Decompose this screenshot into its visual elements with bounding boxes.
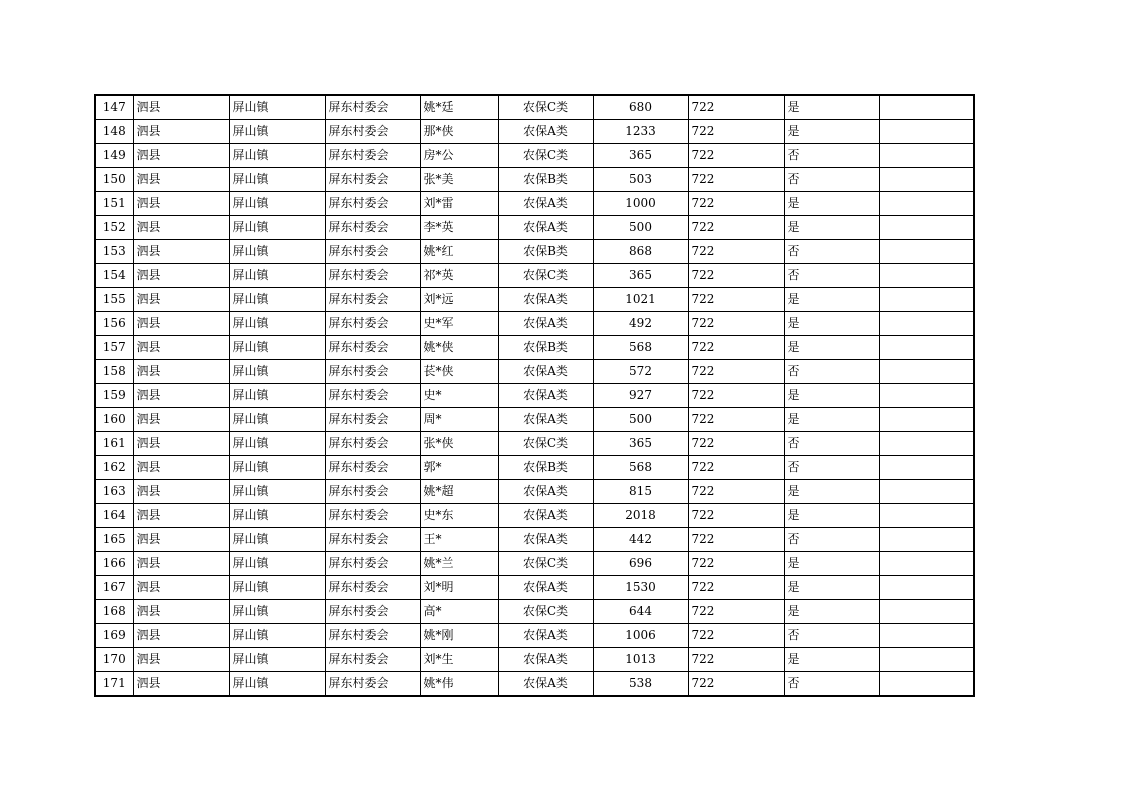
cell-remark [879, 336, 974, 360]
cell-amount: 572 [593, 360, 688, 384]
cell-county: 泗县 [133, 192, 229, 216]
cell-flag: 是 [784, 384, 879, 408]
cell-village-committee: 屏东村委会 [325, 216, 420, 240]
table-row [95, 240, 974, 264]
cell-county: 泗县 [133, 648, 229, 672]
cell-amount: 1530 [593, 576, 688, 600]
cell-town: 屏山镇 [229, 336, 325, 360]
table-row [95, 144, 974, 168]
cell-county: 泗县 [133, 552, 229, 576]
cell-standard: 722 [688, 576, 784, 600]
cell-flag: 是 [784, 312, 879, 336]
table-row [95, 264, 974, 288]
table-row [95, 95, 974, 120]
cell-village-committee: 屏东村委会 [325, 360, 420, 384]
cell-remark [879, 216, 974, 240]
cell-insurance-type: 农保A类 [498, 408, 593, 432]
table-row [95, 384, 974, 408]
cell-remark [879, 480, 974, 504]
table-row [95, 456, 974, 480]
cell-remark [879, 144, 974, 168]
cell-remark [879, 528, 974, 552]
cell-amount: 1013 [593, 648, 688, 672]
cell-flag: 是 [784, 648, 879, 672]
cell-amount: 815 [593, 480, 688, 504]
cell-insurance-type: 农保C类 [498, 552, 593, 576]
cell-row-number: 151 [95, 192, 133, 216]
cell-amount: 1233 [593, 120, 688, 144]
cell-insurance-type: 农保A类 [498, 360, 593, 384]
cell-row-number: 152 [95, 216, 133, 240]
cell-town: 屏山镇 [229, 672, 325, 697]
table-row [95, 336, 974, 360]
cell-village-committee: 屏东村委会 [325, 504, 420, 528]
cell-flag: 是 [784, 336, 879, 360]
cell-standard: 722 [688, 528, 784, 552]
cell-row-number: 163 [95, 480, 133, 504]
cell-county: 泗县 [133, 264, 229, 288]
cell-name: 苌*侠 [420, 360, 498, 384]
cell-village-committee: 屏东村委会 [325, 528, 420, 552]
cell-flag: 是 [784, 95, 879, 120]
cell-name: 史*军 [420, 312, 498, 336]
cell-flag: 否 [784, 624, 879, 648]
cell-town: 屏山镇 [229, 95, 325, 120]
cell-town: 屏山镇 [229, 264, 325, 288]
cell-remark [879, 384, 974, 408]
cell-flag: 否 [784, 264, 879, 288]
cell-village-committee: 屏东村委会 [325, 95, 420, 120]
table-row [95, 360, 974, 384]
cell-amount: 1021 [593, 288, 688, 312]
cell-name: 那*侠 [420, 120, 498, 144]
cell-name: 李*英 [420, 216, 498, 240]
cell-county: 泗县 [133, 384, 229, 408]
cell-row-number: 164 [95, 504, 133, 528]
cell-flag: 是 [784, 480, 879, 504]
cell-flag: 否 [784, 672, 879, 697]
cell-village-committee: 屏东村委会 [325, 168, 420, 192]
cell-standard: 722 [688, 384, 784, 408]
cell-amount: 442 [593, 528, 688, 552]
cell-remark [879, 360, 974, 384]
cell-county: 泗县 [133, 144, 229, 168]
table-row [95, 504, 974, 528]
cell-standard: 722 [688, 600, 784, 624]
cell-name: 姚*刚 [420, 624, 498, 648]
cell-row-number: 162 [95, 456, 133, 480]
cell-county: 泗县 [133, 312, 229, 336]
cell-flag: 是 [784, 408, 879, 432]
cell-town: 屏山镇 [229, 624, 325, 648]
cell-name: 张*侠 [420, 432, 498, 456]
cell-remark [879, 432, 974, 456]
cell-insurance-type: 农保C类 [498, 95, 593, 120]
cell-row-number: 147 [95, 95, 133, 120]
cell-remark [879, 192, 974, 216]
cell-row-number: 160 [95, 408, 133, 432]
cell-row-number: 158 [95, 360, 133, 384]
cell-insurance-type: 农保B类 [498, 240, 593, 264]
cell-remark [879, 672, 974, 697]
cell-flag: 否 [784, 168, 879, 192]
cell-remark [879, 552, 974, 576]
cell-row-number: 170 [95, 648, 133, 672]
cell-county: 泗县 [133, 528, 229, 552]
cell-remark [879, 408, 974, 432]
cell-insurance-type: 农保A类 [498, 504, 593, 528]
table-row [95, 600, 974, 624]
cell-standard: 722 [688, 216, 784, 240]
cell-name: 史* [420, 384, 498, 408]
cell-amount: 927 [593, 384, 688, 408]
cell-standard: 722 [688, 648, 784, 672]
cell-amount: 538 [593, 672, 688, 697]
cell-flag: 是 [784, 288, 879, 312]
cell-standard: 722 [688, 408, 784, 432]
cell-remark [879, 168, 974, 192]
cell-village-committee: 屏东村委会 [325, 408, 420, 432]
cell-name: 刘*远 [420, 288, 498, 312]
cell-county: 泗县 [133, 408, 229, 432]
cell-flag: 否 [784, 456, 879, 480]
cell-standard: 722 [688, 120, 784, 144]
cell-town: 屏山镇 [229, 456, 325, 480]
cell-amount: 365 [593, 432, 688, 456]
cell-row-number: 168 [95, 600, 133, 624]
cell-name: 姚*兰 [420, 552, 498, 576]
cell-county: 泗县 [133, 168, 229, 192]
cell-village-committee: 屏东村委会 [325, 672, 420, 697]
cell-village-committee: 屏东村委会 [325, 264, 420, 288]
cell-county: 泗县 [133, 432, 229, 456]
table-row [95, 528, 974, 552]
cell-insurance-type: 农保C类 [498, 144, 593, 168]
cell-row-number: 150 [95, 168, 133, 192]
cell-flag: 是 [784, 552, 879, 576]
cell-name: 姚*伟 [420, 672, 498, 697]
data-table [94, 94, 975, 697]
cell-name: 姚*廷 [420, 95, 498, 120]
cell-row-number: 161 [95, 432, 133, 456]
cell-standard: 722 [688, 456, 784, 480]
cell-standard: 722 [688, 672, 784, 697]
cell-village-committee: 屏东村委会 [325, 456, 420, 480]
cell-amount: 2018 [593, 504, 688, 528]
cell-row-number: 165 [95, 528, 133, 552]
cell-county: 泗县 [133, 336, 229, 360]
cell-standard: 722 [688, 336, 784, 360]
table-row [95, 552, 974, 576]
cell-county: 泗县 [133, 288, 229, 312]
cell-amount: 500 [593, 216, 688, 240]
cell-row-number: 149 [95, 144, 133, 168]
cell-town: 屏山镇 [229, 240, 325, 264]
cell-remark [879, 456, 974, 480]
cell-row-number: 157 [95, 336, 133, 360]
table-row [95, 192, 974, 216]
cell-county: 泗县 [133, 216, 229, 240]
cell-village-committee: 屏东村委会 [325, 120, 420, 144]
cell-village-committee: 屏东村委会 [325, 240, 420, 264]
cell-village-committee: 屏东村委会 [325, 432, 420, 456]
cell-flag: 是 [784, 504, 879, 528]
table-row [95, 648, 974, 672]
cell-standard: 722 [688, 144, 784, 168]
cell-town: 屏山镇 [229, 288, 325, 312]
cell-name: 史*东 [420, 504, 498, 528]
cell-village-committee: 屏东村委会 [325, 600, 420, 624]
cell-amount: 644 [593, 600, 688, 624]
cell-amount: 696 [593, 552, 688, 576]
cell-town: 屏山镇 [229, 384, 325, 408]
cell-remark [879, 312, 974, 336]
cell-county: 泗县 [133, 600, 229, 624]
cell-amount: 492 [593, 312, 688, 336]
cell-flag: 否 [784, 528, 879, 552]
cell-remark [879, 240, 974, 264]
cell-name: 刘*生 [420, 648, 498, 672]
cell-village-committee: 屏东村委会 [325, 312, 420, 336]
cell-town: 屏山镇 [229, 144, 325, 168]
cell-flag: 否 [784, 432, 879, 456]
cell-remark [879, 95, 974, 120]
cell-town: 屏山镇 [229, 648, 325, 672]
cell-town: 屏山镇 [229, 480, 325, 504]
cell-remark [879, 120, 974, 144]
table-row [95, 576, 974, 600]
cell-village-committee: 屏东村委会 [325, 648, 420, 672]
cell-village-committee: 屏东村委会 [325, 336, 420, 360]
cell-county: 泗县 [133, 456, 229, 480]
cell-county: 泗县 [133, 672, 229, 697]
cell-insurance-type: 农保A类 [498, 480, 593, 504]
cell-village-committee: 屏东村委会 [325, 144, 420, 168]
cell-flag: 否 [784, 240, 879, 264]
cell-remark [879, 288, 974, 312]
cell-town: 屏山镇 [229, 576, 325, 600]
cell-remark [879, 624, 974, 648]
cell-remark [879, 576, 974, 600]
cell-flag: 是 [784, 216, 879, 240]
cell-standard: 722 [688, 504, 784, 528]
cell-insurance-type: 农保A类 [498, 384, 593, 408]
cell-remark [879, 600, 974, 624]
cell-name: 郭* [420, 456, 498, 480]
cell-insurance-type: 农保A类 [498, 648, 593, 672]
cell-flag: 是 [784, 576, 879, 600]
cell-town: 屏山镇 [229, 600, 325, 624]
cell-row-number: 167 [95, 576, 133, 600]
cell-village-committee: 屏东村委会 [325, 576, 420, 600]
cell-standard: 722 [688, 168, 784, 192]
cell-row-number: 154 [95, 264, 133, 288]
cell-insurance-type: 农保C类 [498, 600, 593, 624]
cell-town: 屏山镇 [229, 408, 325, 432]
cell-town: 屏山镇 [229, 168, 325, 192]
cell-name: 刘*明 [420, 576, 498, 600]
cell-amount: 868 [593, 240, 688, 264]
cell-row-number: 169 [95, 624, 133, 648]
cell-row-number: 153 [95, 240, 133, 264]
cell-row-number: 166 [95, 552, 133, 576]
cell-amount: 1000 [593, 192, 688, 216]
cell-insurance-type: 农保A类 [498, 576, 593, 600]
cell-insurance-type: 农保A类 [498, 288, 593, 312]
cell-village-committee: 屏东村委会 [325, 384, 420, 408]
cell-county: 泗县 [133, 95, 229, 120]
table-row [95, 288, 974, 312]
cell-insurance-type: 农保A类 [498, 672, 593, 697]
cell-amount: 503 [593, 168, 688, 192]
cell-standard: 722 [688, 240, 784, 264]
cell-insurance-type: 农保A类 [498, 216, 593, 240]
table-row [95, 120, 974, 144]
table-row [95, 432, 974, 456]
table-row [95, 408, 974, 432]
cell-remark [879, 264, 974, 288]
cell-village-committee: 屏东村委会 [325, 480, 420, 504]
cell-county: 泗县 [133, 240, 229, 264]
cell-town: 屏山镇 [229, 120, 325, 144]
cell-standard: 722 [688, 624, 784, 648]
cell-amount: 500 [593, 408, 688, 432]
cell-village-committee: 屏东村委会 [325, 552, 420, 576]
cell-name: 刘*雷 [420, 192, 498, 216]
cell-standard: 722 [688, 360, 784, 384]
cell-town: 屏山镇 [229, 312, 325, 336]
cell-row-number: 148 [95, 120, 133, 144]
table-row [95, 216, 974, 240]
cell-town: 屏山镇 [229, 528, 325, 552]
cell-insurance-type: 农保A类 [498, 120, 593, 144]
cell-county: 泗县 [133, 120, 229, 144]
cell-flag: 是 [784, 600, 879, 624]
cell-name: 祁*英 [420, 264, 498, 288]
table-row [95, 168, 974, 192]
cell-standard: 722 [688, 264, 784, 288]
cell-name: 王* [420, 528, 498, 552]
cell-county: 泗县 [133, 504, 229, 528]
cell-amount: 1006 [593, 624, 688, 648]
cell-amount: 568 [593, 336, 688, 360]
cell-flag: 是 [784, 192, 879, 216]
cell-row-number: 171 [95, 672, 133, 697]
cell-standard: 722 [688, 95, 784, 120]
cell-town: 屏山镇 [229, 432, 325, 456]
cell-name: 高* [420, 600, 498, 624]
cell-county: 泗县 [133, 360, 229, 384]
cell-name: 张*美 [420, 168, 498, 192]
cell-amount: 568 [593, 456, 688, 480]
cell-standard: 722 [688, 480, 784, 504]
cell-county: 泗县 [133, 480, 229, 504]
cell-row-number: 159 [95, 384, 133, 408]
cell-county: 泗县 [133, 624, 229, 648]
cell-row-number: 155 [95, 288, 133, 312]
cell-village-committee: 屏东村委会 [325, 624, 420, 648]
cell-town: 屏山镇 [229, 504, 325, 528]
cell-standard: 722 [688, 312, 784, 336]
cell-town: 屏山镇 [229, 360, 325, 384]
cell-village-committee: 屏东村委会 [325, 192, 420, 216]
cell-town: 屏山镇 [229, 192, 325, 216]
cell-remark [879, 504, 974, 528]
cell-standard: 722 [688, 192, 784, 216]
cell-name: 房*公 [420, 144, 498, 168]
cell-row-number: 156 [95, 312, 133, 336]
table-row [95, 312, 974, 336]
cell-insurance-type: 农保A类 [498, 192, 593, 216]
cell-county: 泗县 [133, 576, 229, 600]
cell-remark [879, 648, 974, 672]
cell-amount: 680 [593, 95, 688, 120]
cell-standard: 722 [688, 432, 784, 456]
cell-standard: 722 [688, 288, 784, 312]
cell-insurance-type: 农保A类 [498, 312, 593, 336]
cell-amount: 365 [593, 144, 688, 168]
cell-insurance-type: 农保C类 [498, 264, 593, 288]
cell-name: 周* [420, 408, 498, 432]
cell-name: 姚*超 [420, 480, 498, 504]
cell-insurance-type: 农保A类 [498, 528, 593, 552]
cell-insurance-type: 农保B类 [498, 336, 593, 360]
cell-amount: 365 [593, 264, 688, 288]
cell-village-committee: 屏东村委会 [325, 288, 420, 312]
table-row [95, 672, 974, 697]
cell-town: 屏山镇 [229, 552, 325, 576]
cell-insurance-type: 农保B类 [498, 168, 593, 192]
table-row [95, 480, 974, 504]
cell-insurance-type: 农保A类 [498, 624, 593, 648]
cell-flag: 否 [784, 360, 879, 384]
cell-name: 姚*红 [420, 240, 498, 264]
cell-standard: 722 [688, 552, 784, 576]
cell-insurance-type: 农保B类 [498, 456, 593, 480]
table-body [95, 95, 974, 696]
cell-town: 屏山镇 [229, 216, 325, 240]
cell-flag: 是 [784, 120, 879, 144]
table-row [95, 624, 974, 648]
cell-insurance-type: 农保C类 [498, 432, 593, 456]
cell-name: 姚*侠 [420, 336, 498, 360]
cell-flag: 否 [784, 144, 879, 168]
